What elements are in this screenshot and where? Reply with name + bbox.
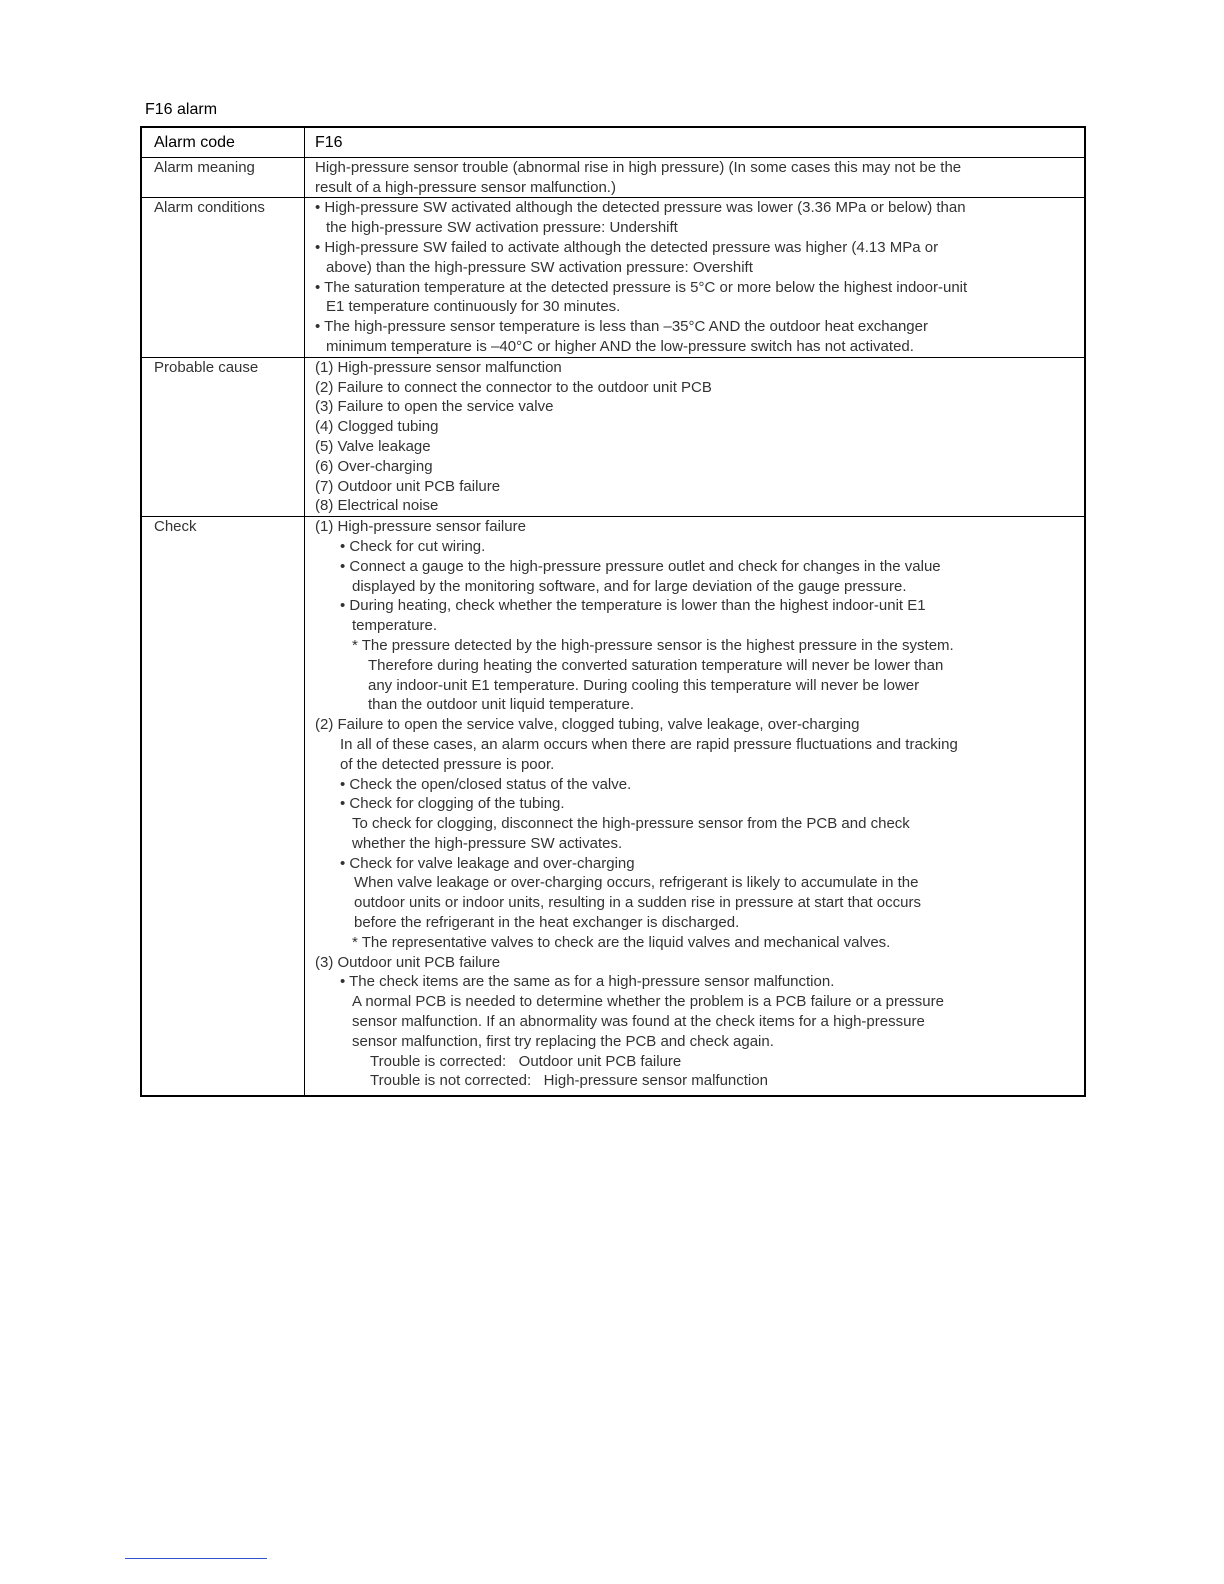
text-line: of the detected pressure is poor. xyxy=(340,755,555,773)
result-line: Trouble is corrected: Outdoor unit PCB failure xyxy=(370,1052,682,1070)
conditions-label: Alarm conditions xyxy=(142,198,305,356)
text-line: To check for clogging, disconnect the high-pressure sensor from the PCB and check xyxy=(352,815,910,833)
check-label: Check xyxy=(142,517,305,1095)
text-line: A normal PCB is needed to determine whether the problem is a PCB failure or a pressure xyxy=(352,993,944,1011)
text-line: above) than the high-pressure SW activation pressure: Overshift xyxy=(326,258,753,276)
meaning-label: Alarm meaning xyxy=(142,158,305,198)
list-item: (6) Over-charging xyxy=(315,457,433,475)
header-row xyxy=(142,128,1084,157)
note-line: * The pressure detected by the high-pressure sensor is the highest pressure in the system. xyxy=(352,636,954,654)
bullet-line: • Check for valve leakage and over-charging xyxy=(340,854,635,872)
text-line: displayed by the monitoring software, and for large deviation of the gauge pressure. xyxy=(352,577,907,595)
text-line: than the outdoor unit liquid temperature. xyxy=(368,696,635,714)
list-item: (7) Outdoor unit PCB failure xyxy=(315,477,501,495)
cause-list xyxy=(305,358,1084,516)
bullet-line: • High-pressure SW failed to activate although the detected pressure was higher (4.13 MPa or xyxy=(315,238,939,256)
section-heading: (3) Outdoor unit PCB failure xyxy=(315,953,501,971)
check-text xyxy=(305,517,1084,1095)
check-row xyxy=(142,516,1084,1095)
list-item: (4) Clogged tubing xyxy=(315,418,439,436)
text-line: When valve leakage or over-charging occurs, refrigerant is likely to accumulate in the xyxy=(354,874,919,892)
text-line: High-pressure sensor trouble (abnormal rise in high pressure) (In some cases this may not be the xyxy=(315,158,962,176)
alarm-table xyxy=(140,126,1086,1097)
text-line: outdoor units or indoor units, resulting in a sudden rise in pressure at start that occurs xyxy=(354,894,921,912)
section-heading: (1) High-pressure sensor failure xyxy=(315,518,526,536)
result-line: Trouble is not corrected: High-pressure sensor malfunction xyxy=(370,1072,768,1090)
meaning-row xyxy=(142,157,1084,198)
bullet-line: • The saturation temperature at the detected pressure is 5°C or more below the highest indoor-unit xyxy=(315,278,968,296)
text-line: whether the high-pressure SW activates. xyxy=(352,834,623,852)
bullet-line: • Check for cut wiring. xyxy=(340,537,486,555)
bullet-line: • During heating, check whether the temperature is lower than the highest indoor-unit E1 xyxy=(340,597,926,615)
conditions-text xyxy=(305,198,1084,356)
text-line: minimum temperature is –40°C or higher AND the low-pressure switch has not activated. xyxy=(326,337,914,355)
text-line: E1 temperature continuously for 30 minutes. xyxy=(326,298,621,316)
text-line: sensor malfunction, first try replacing the PCB and check again. xyxy=(352,1032,774,1050)
note-line: * The representative valves to check are the liquid valves and mechanical valves. xyxy=(352,933,891,951)
text-line: before the refrigerant in the heat exchanger is discharged. xyxy=(354,914,740,932)
bullet-line: • The check items are the same as for a high-pressure sensor malfunction. xyxy=(340,973,835,991)
list-item: (1) High-pressure sensor malfunction xyxy=(315,358,562,376)
bullet-line: • Check the open/closed status of the valve. xyxy=(340,775,632,793)
section-heading: (2) Failure to open the service valve, clogged tubing, valve leakage, over-charging xyxy=(315,716,860,734)
bullet-line: • Check for clogging of the tubing. xyxy=(340,795,565,813)
footnote-separator xyxy=(125,1558,267,1559)
meaning-text xyxy=(305,158,1084,198)
list-item: (3) Failure to open the service valve xyxy=(315,398,554,416)
list-item: (8) Electrical noise xyxy=(315,497,439,515)
alarm-code-value: F16 xyxy=(315,134,343,151)
text-line: the high-pressure SW activation pressure: Undershift xyxy=(326,219,678,237)
conditions-row xyxy=(142,197,1084,356)
bullet-line: • High-pressure SW activated although the detected pressure was lower (3.36 MPa or below) than xyxy=(315,199,966,217)
text-line: temperature. xyxy=(352,617,438,635)
list-item: (5) Valve leakage xyxy=(315,437,431,455)
cause-label: Probable cause xyxy=(142,358,305,516)
text-line: Therefore during heating the converted saturation temperature will never be lower than xyxy=(368,656,944,674)
text-line: any indoor-unit E1 temperature. During cooling this temperature will never be lower xyxy=(368,676,920,694)
bullet-line: • The high-pressure sensor temperature is less than –35°C AND the outdoor heat exchanger xyxy=(315,318,928,336)
bullet-line: • Connect a gauge to the high-pressure pressure outlet and check for changes in the value xyxy=(340,557,941,575)
text-line: In all of these cases, an alarm occurs when there are rapid pressure fluctuations and tracking xyxy=(340,735,958,753)
list-item: (2) Failure to connect the connector to the outdoor unit PCB xyxy=(315,378,712,396)
text-line: result of a high-pressure sensor malfunction.) xyxy=(315,178,616,196)
cause-row xyxy=(142,357,1084,516)
page-title: F16 alarm xyxy=(145,101,218,118)
header-label: Alarm code xyxy=(142,128,305,157)
text-line: sensor malfunction. If an abnormality was found at the check items for a high-pressure xyxy=(352,1013,925,1031)
